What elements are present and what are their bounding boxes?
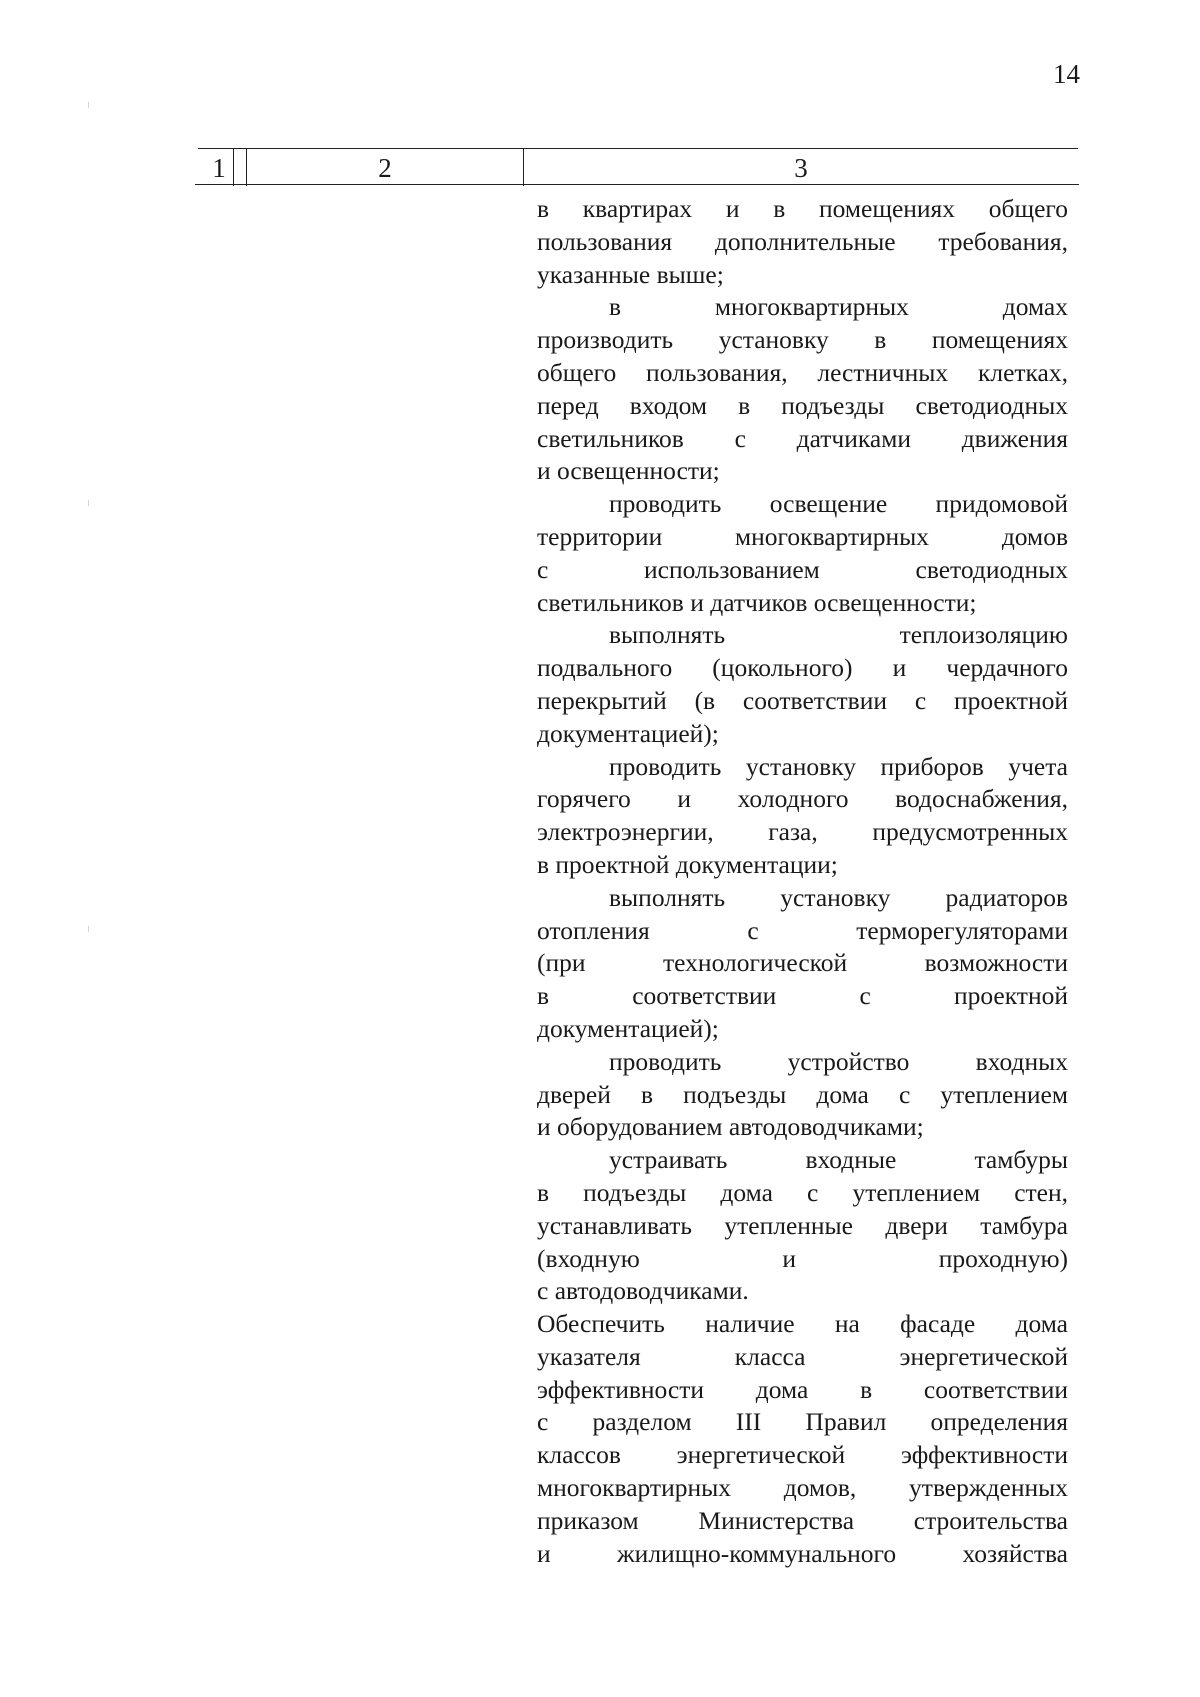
text-line: территории многоквартирных домов: [537, 521, 1068, 551]
text-line: в квартирах и в помещениях общего: [537, 194, 1068, 223]
text-line: выполнять установку радиаторов: [609, 882, 1068, 912]
text-line: документацией);: [537, 718, 719, 748]
text-line: (входную и проходную): [537, 1243, 1068, 1273]
text-line: проводить установку приборов учета: [609, 751, 1068, 781]
text-line: устанавливать утепленные двери тамбура: [537, 1210, 1068, 1240]
text-line: отопления с терморегуляторами: [537, 915, 1068, 945]
text-line: и жилищно-коммунального хозяйства: [537, 1538, 1068, 1568]
text-line: в многоквартирных домах: [609, 292, 1068, 322]
page-number: 14: [1053, 59, 1080, 89]
text-line: в подъезды дома с утеплением стен,: [537, 1177, 1068, 1207]
header-bottom-rule: [195, 184, 1079, 185]
text-line: с автодоводчиками.: [537, 1276, 749, 1306]
text-line: эффективности дома в соответствии: [537, 1374, 1068, 1404]
header-left-border: [233, 149, 234, 186]
column-3-text: [537, 193, 1068, 1570]
text-line: пользования дополнительные требования,: [537, 226, 1068, 256]
text-line: приказом Министерства строительства: [537, 1505, 1068, 1535]
text-line: выполнять теплоизоляцию: [609, 620, 1068, 650]
text-line: многоквартирных домов, утвержденных: [537, 1473, 1068, 1503]
header-col-3: 3: [794, 153, 808, 183]
header-col-2: 2: [378, 153, 392, 183]
faint-margin-mark-1: [88, 102, 89, 108]
text-line: устраивать входные тамбуры: [609, 1145, 1068, 1175]
header-top-rule: [198, 148, 1078, 149]
faint-margin-mark-3: [88, 926, 89, 932]
text-line: Обеспечить наличие на фасаде дома: [537, 1309, 1068, 1339]
text-line: перекрытий (в соответствии с проектной: [537, 685, 1068, 715]
text-line: электроэнергии, газа, предусмотренных: [537, 817, 1068, 847]
faint-margin-mark-2: [88, 500, 89, 506]
text-line: светильников с датчиками движения: [537, 423, 1068, 453]
text-line: проводить устройство входных: [609, 1046, 1068, 1076]
text-line: светильников и датчиков освещенности;: [537, 587, 977, 617]
text-line: горячего и холодного водоснабжения,: [537, 784, 1068, 814]
text-line: в проектной документации;: [537, 849, 838, 879]
text-line: указателя класса энергетической: [537, 1341, 1068, 1371]
text-line: классов энергетической эффективности: [537, 1440, 1068, 1470]
text-line: с разделом III Правил определения: [537, 1407, 1068, 1437]
text-line: и освещенности;: [537, 456, 720, 486]
text-line: подвального (цокольного) и чердачного: [537, 653, 1068, 683]
text-line: перед входом в подъезды светодиодных: [537, 390, 1068, 420]
text-line: указанные выше;: [537, 259, 724, 289]
text-line: производить установку в помещениях: [537, 325, 1068, 355]
text-line: и оборудованием автодоводчиками;: [537, 1112, 924, 1142]
text-line: проводить освещение придомовой: [609, 489, 1068, 519]
text-line: документацией);: [537, 1013, 719, 1043]
header-col-1: 1: [212, 153, 226, 183]
text-line: в соответствии с проектной: [537, 981, 1068, 1011]
text-line: дверей в подъезды дома с утеплением: [537, 1079, 1068, 1109]
text-line: с использованием светодиодных: [537, 554, 1068, 584]
text-line: (при технологической возможности: [537, 948, 1068, 978]
text-line: общего пользования, лестничных клетках,: [537, 357, 1068, 387]
